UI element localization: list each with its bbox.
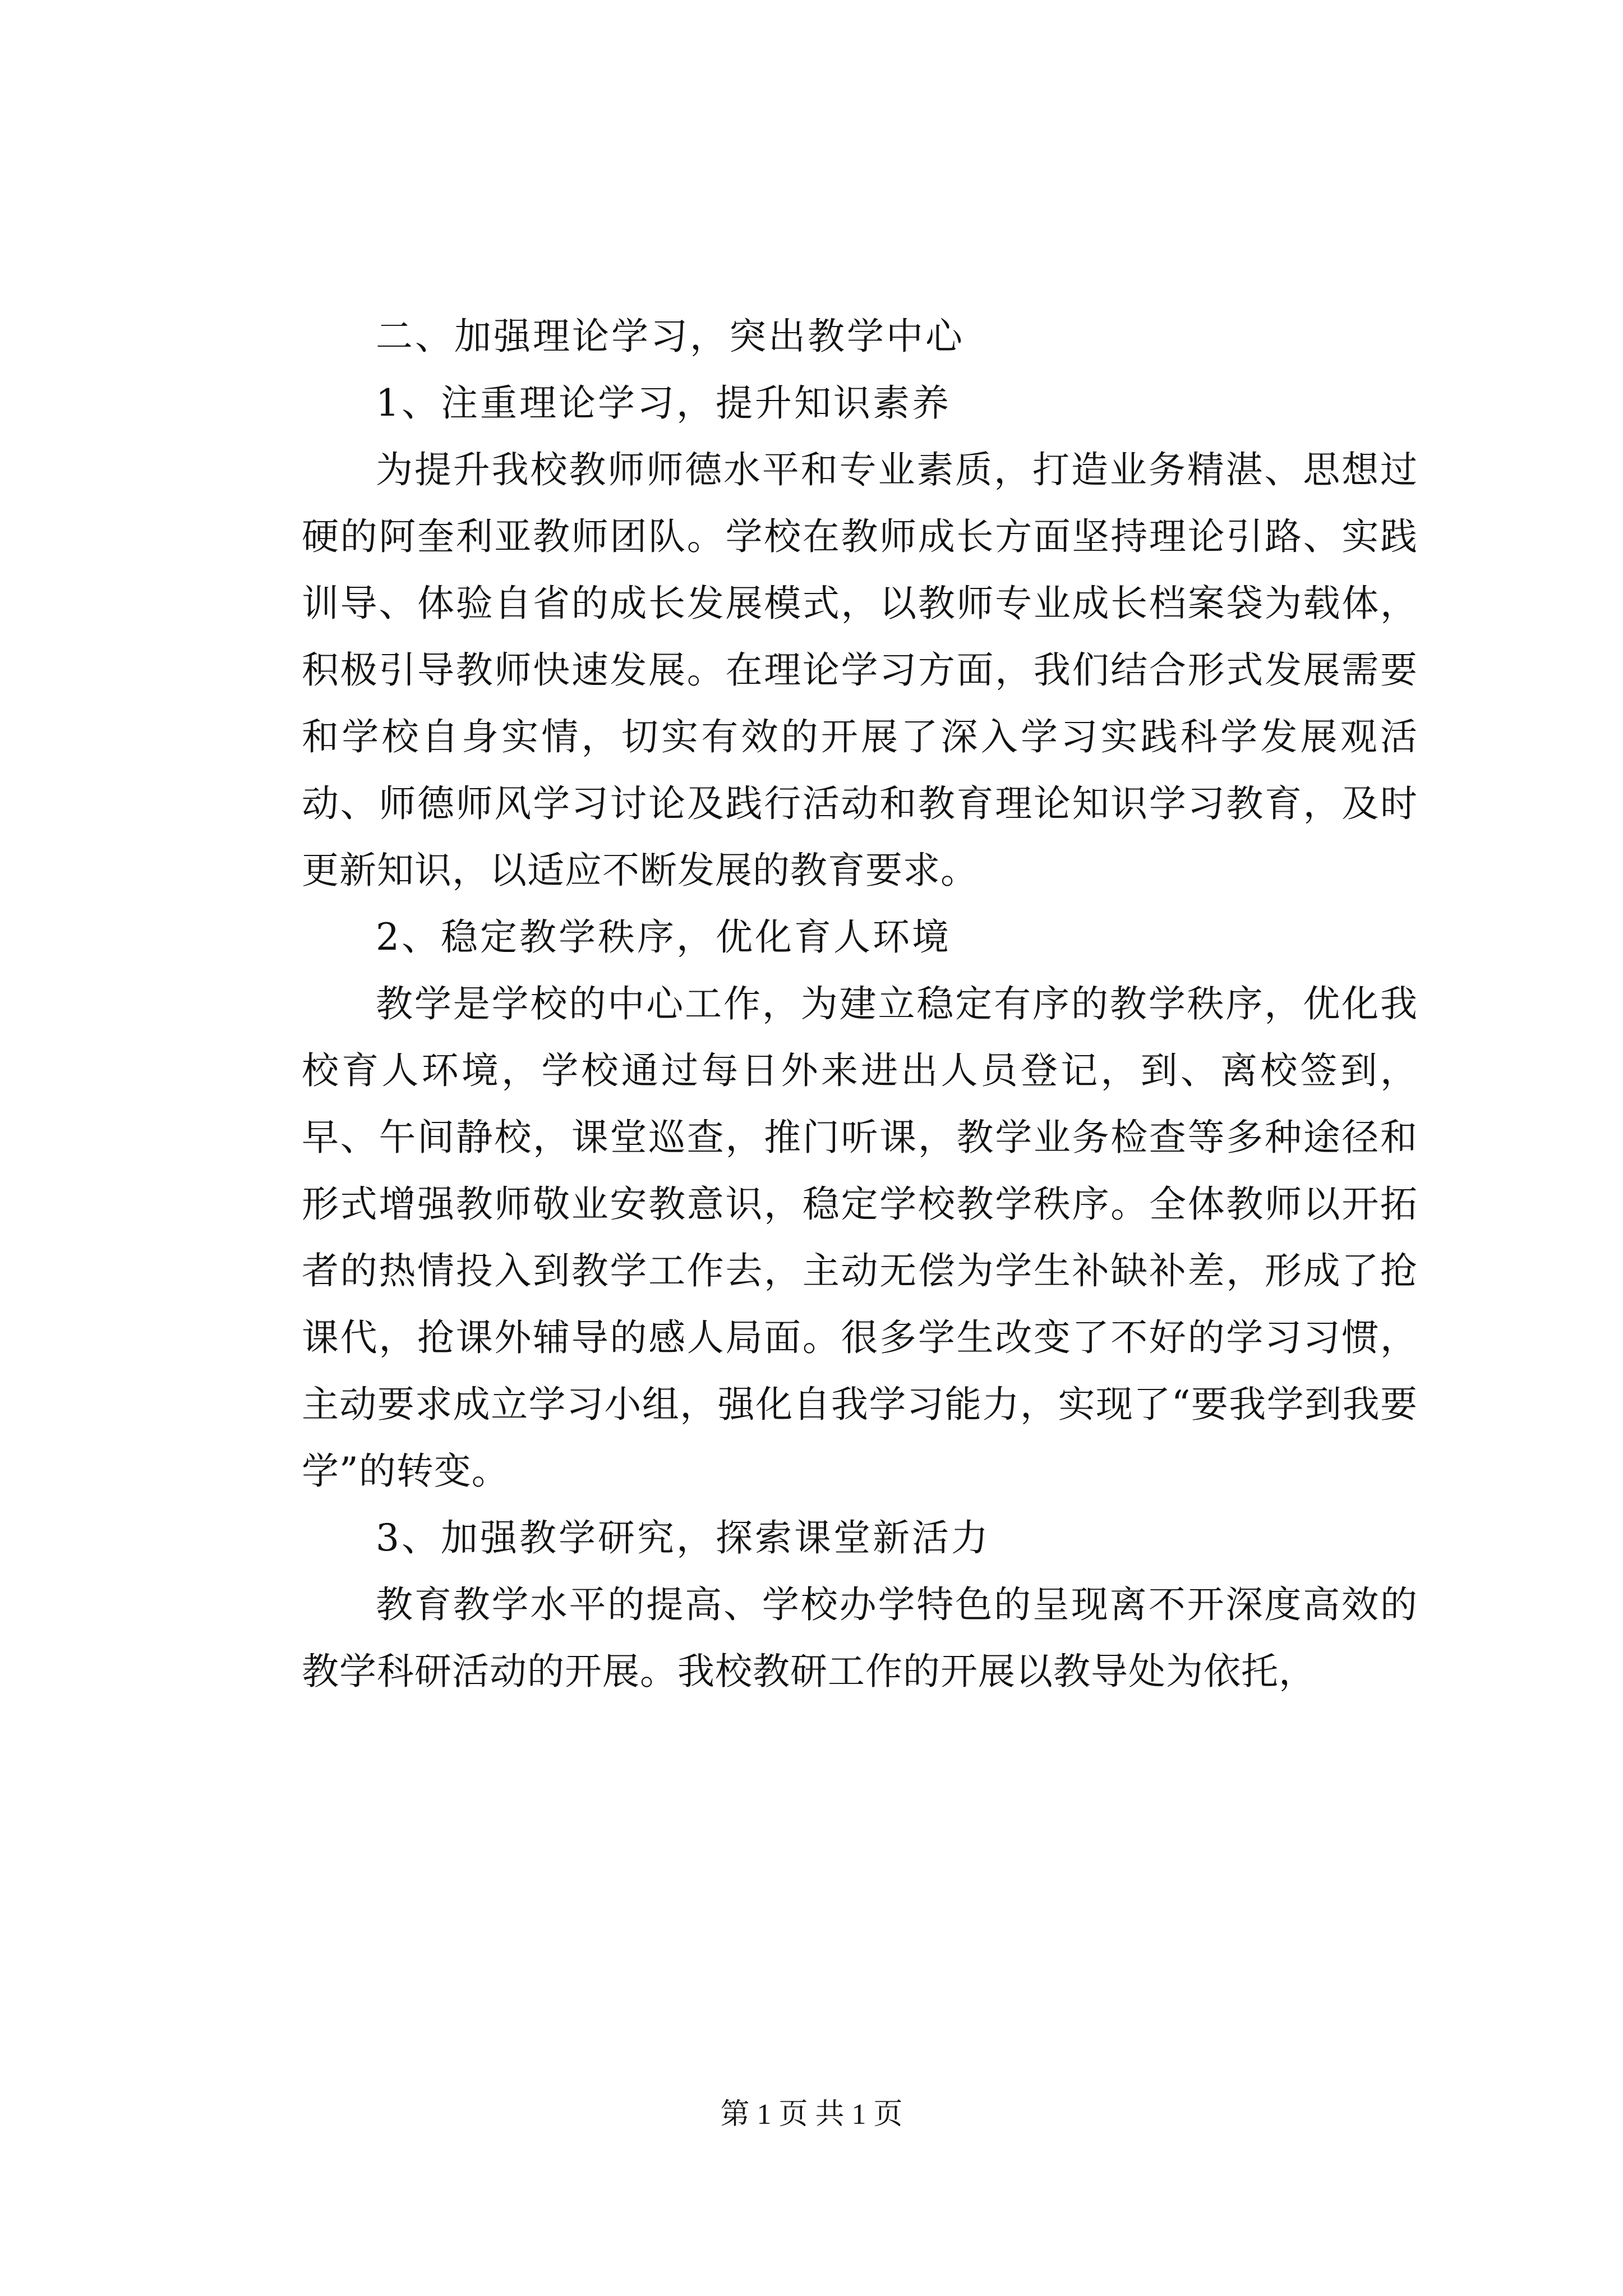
document-body xyxy=(302,303,1418,1705)
section-heading: 二、加强理论学习，突出教学中心 xyxy=(376,315,965,358)
page-footer: 第 1 页 共 1 页 xyxy=(720,2099,903,2131)
subsection-heading: 2、稳定教学秩序，优化育人环境 xyxy=(376,915,951,959)
body-paragraph: 为提升我校教师师德水平和专业素质，打造业务精湛、思想过硬的阿奎利亚教师团队。学校在教师成长方面坚持理论引路、实践训导、体验自省的成长发展模式，以教师专业成长档案袋为载体，积极引导教师快速发展。在理论学习方面，我们结合形式发展需要和学校自身实情，切实有效的开展了深入学习实践科学发展观活动、师德师风学习讨论及践行活动和教育理论知识学习教育，及时更新知识，以适应不断发展的教育要求。 xyxy=(302,448,1418,892)
subsection-heading: 1、注重理论学习，提升知识素养 xyxy=(376,381,951,425)
body-paragraph: 教学是学校的中心工作，为建立稳定有序的教学秩序，优化我校育人环境，学校通过每日外来进出人员登记，到、离校签到，早、午间静校，课堂巡查，推门听课，教学业务检查等多种途径和形式增强教师敬业安教意识，稳定学校教学秩序。全体教师以开拓者的热情投入到教学工作去，主动无偿为学生补缺补差，形成了抢课代，抢课外辅导的感人局面。很多学生改变了不好的学习习惯，主动要求成立学习小组，强化自我学习能力，实现了“要我学到我要学”的转变。 xyxy=(302,982,1418,1493)
body-paragraph: 教育教学水平的提高、学校办学特色的呈现离不开深度高效的教学科研活动的开展。我校教研工作的开展以教导处为依托， xyxy=(302,1583,1418,1693)
subsection-heading: 3、加强教学研究，探索课堂新活力 xyxy=(376,1516,990,1559)
